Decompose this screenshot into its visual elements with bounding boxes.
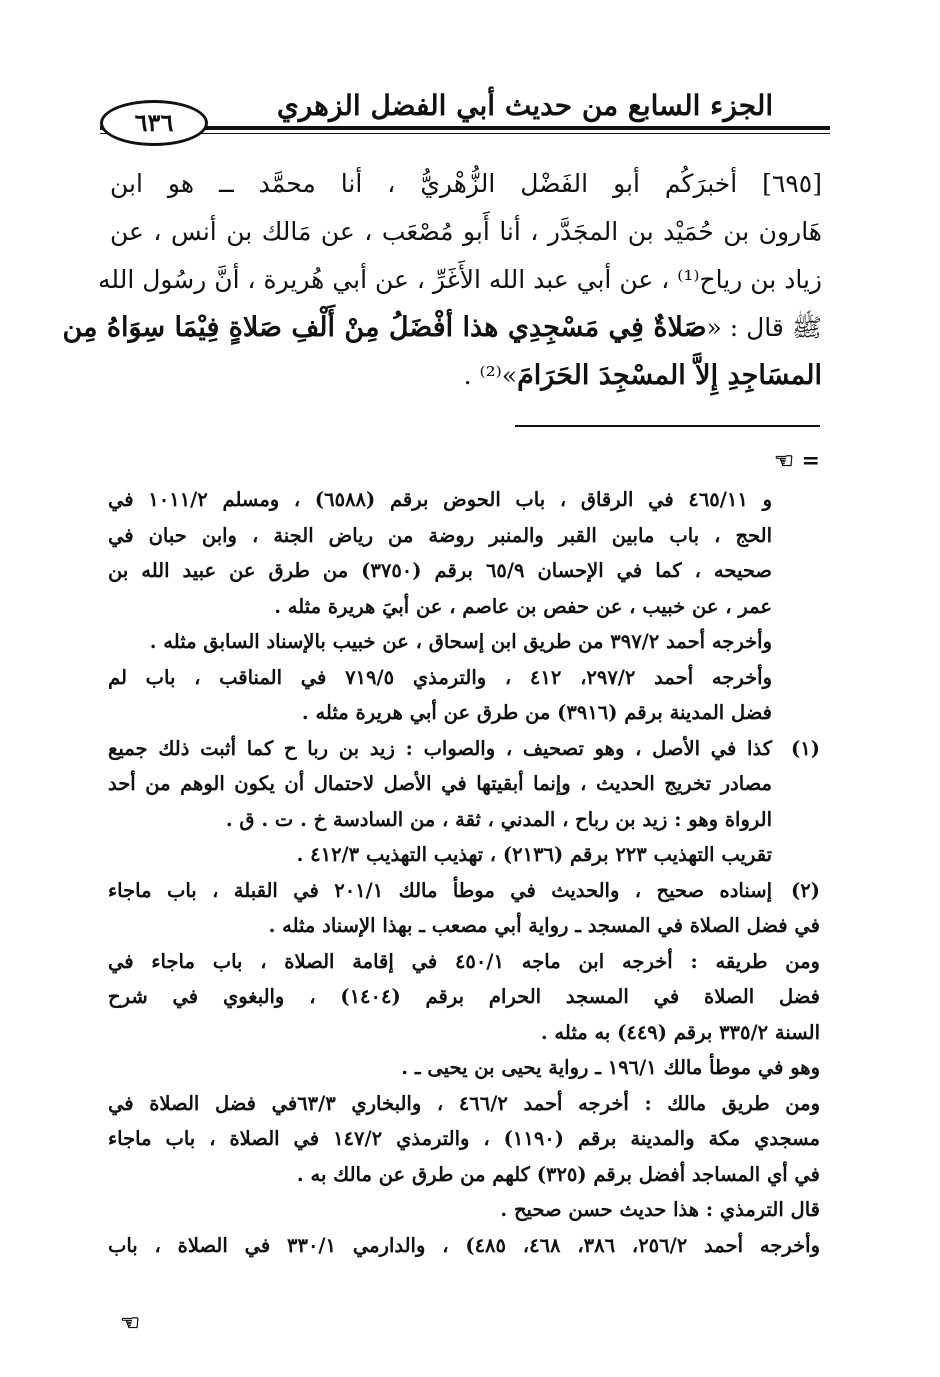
note-line: كذا في الأصل ، وهو تصحيف ، والصواب : زيد بن ربا ح كما أثبت ذلك جميع	[108, 736, 772, 760]
hadith-line: زياد بن رياح⁽¹⁾ ، عن أبي عبد الله الأَغَرِّ ، عن أبي هُريرة ، أنَّ رسُول الله	[98, 265, 822, 294]
hadith-line	[62, 304, 822, 352]
note-line: الرواة وهو : زيد بن رباح ، المدني ، ثقة ، من السادسة خ . ت . ق .	[225, 807, 772, 831]
footnotes	[108, 482, 820, 1263]
page-header	[100, 86, 830, 144]
note-line: و ٤٦٥/١١ في الرقاق ، باب الحوض برقم (٦٥٨٨) ، ومسلم ١٠١١/٢ في	[108, 488, 772, 511]
hadith-text	[62, 160, 822, 400]
note-line: وأخرجه أحمد ٢٩٧/٢، ٤١٢ ، والترمذي ٧١٩/٥ في المناقب ، باب لم	[108, 665, 772, 689]
running-title: الجزء السابع من حديث أبي الفضل الزهري	[276, 89, 774, 122]
note-line: وهو في موطأ مالك ١٩٦/١ ـ رواية يحيى بن يحيى ـ .	[401, 1056, 820, 1079]
note-line: وأخرجه أحمد ٣٩٧/٢ من طريق ابن إسحاق ، عن خبيب بالإسناد السابق مثله .	[149, 630, 772, 653]
next-page-mark: ☜	[120, 1310, 140, 1336]
note-line: ومن طريق مالك : أخرجه أحمد ٤٦٦/٢ ، والبخاري ٦٣/٣في فضل الصلاة في	[108, 1091, 821, 1115]
hadith-line: هَارون بن حُمَيْد بن المجَدَّر ، أنا أَبو مُصْعَب ، عن مَالك بن أنس ، عن	[110, 217, 822, 246]
note-line: الحج ، باب مابين القبر والمنبر روضة من رياض الجنة ، وابن حبان في	[108, 523, 772, 547]
footnote-1	[108, 731, 820, 873]
note-line: فضل المدينة برقم (٣٩١٦) من طرق عن أبي هريرة مثله .	[301, 701, 772, 724]
note-line: قال الترمذي : هذا حديث حسن صحيح .	[500, 1198, 820, 1221]
header-rule-thin	[100, 133, 830, 134]
page-number: ٦٣٦	[100, 100, 208, 146]
hadith-matn: صَلاةٌ فِي مَسْجِدِي هذا أفْضَلُ مِنْ أَلْفِ صَلاةٍ فِيْمَا سِوَاهُ مِن	[62, 312, 707, 343]
note-line: صحيحه ، كما في الإحسان ٦٥/٩ برقم (٣٧٥٠) من طرق عن عبيد الله بن	[108, 559, 772, 582]
note-line: ومن طريقه : أخرجه ابن ماجه ٤٥٠/١ في إقامة الصلاة ، باب ماجاء في	[108, 949, 820, 973]
footnote-number: (١)	[791, 736, 820, 760]
note-line: عمر ، عن خبيب ، عن حفص بن عاصم ، عن أبيَ هريرة مثله .	[274, 594, 772, 618]
hadith-intro: ﷺ قال : «	[706, 313, 822, 342]
note-line: في فضل الصلاة في المسجد ـ رواية أبي مصعب ـ بهذا الإسناد مثله .	[268, 914, 820, 937]
footnote-number: (٢)	[791, 878, 820, 902]
note-line: وأخرجه أحمد ٢٥٦/٢، ٣٨٦، ٤٦٨، ٤٨٥) ، والدارمي ٣٣٠/١ في الصلاة ، باب	[108, 1233, 821, 1257]
note-line: في أي المساجد أفضل برقم (٣٢٥) كلهم من طرق عن مالك به .	[296, 1162, 820, 1186]
header-rule	[100, 126, 830, 130]
hadith-matn-end: المسَاجِدِ إِلاَّ المسْجِدَ الحَرَامَ	[517, 360, 822, 391]
hadith-line	[110, 352, 822, 400]
hadith-close: »⁽²⁾ .	[463, 361, 518, 390]
hadith-line: [٦٩٥] أخبرَكُم أبو الفَضْل الزُّهْريُّ ، أنا محمَّد ــ هو ابن	[110, 169, 822, 198]
note-line: فضل الصلاة في المسجد الحرام برقم (١٤٠٤) ، والبغوي في شرح	[108, 985, 820, 1008]
continuation-mark: = ☜	[774, 448, 820, 474]
footnote-separator	[515, 425, 820, 427]
note-line: السنة ٣٣٥/٢ برقم (٤٤٩) به مثله .	[540, 1020, 820, 1044]
note-line: تقريب التهذيب ٢٢٣ برقم (٢١٣٦) ، تهذيب التهذيب ٤١٢/٣ .	[296, 843, 772, 866]
carried-over-note	[108, 482, 820, 731]
note-line: إسناده صحيح ، والحديث في موطأ مالك ٢٠١/١ في القبلة ، باب ماجاء	[108, 878, 773, 902]
note-line: مسجدي مكة والمدينة برقم (١١٩٠) ، والترمذي ١٤٧/٢ في الصلاة ، باب ماجاء	[108, 1127, 821, 1150]
note-line: مصادر تخريج الحديث ، وإنما أبقيتها في الأصل لاحتمال أن يكون الوهم من أحد	[108, 772, 772, 795]
footnote-2	[108, 873, 820, 1264]
